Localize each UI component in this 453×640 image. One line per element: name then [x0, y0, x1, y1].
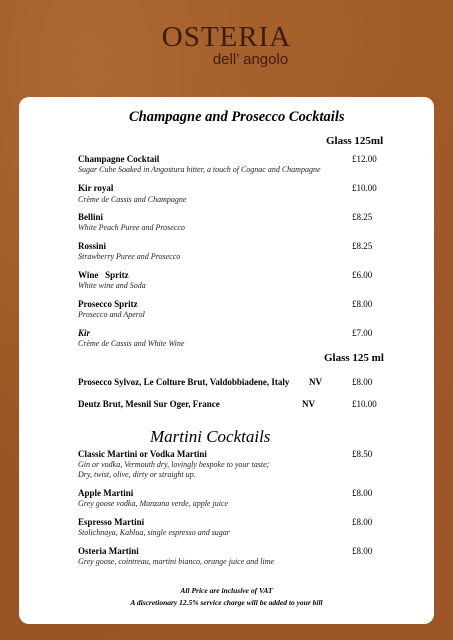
menu-item-price: £8.00 — [352, 546, 373, 556]
menu-item-price: £8.00 — [352, 488, 373, 498]
wine-name: Prosecco Sylvoz, Le Colture Brut, Valdobbiadene, Italy — [78, 377, 290, 387]
menu-item-name: Rossini — [78, 241, 107, 251]
menu-item-name: Wine Spritz — [78, 270, 129, 280]
menu-item-name: Champagne Cocktail — [78, 154, 160, 164]
menu-item-name: Prosecco Spritz — [78, 299, 138, 309]
vintage-label: NV — [302, 399, 315, 409]
menu-item-price: £7.00 — [352, 328, 373, 338]
menu-item-name: Classic Martini or Vodka Martini — [78, 449, 207, 459]
menu-item-name: Kir — [78, 328, 91, 338]
menu-item-price: £8.50 — [352, 449, 373, 459]
menu-item-price: £10.00 — [352, 183, 377, 193]
menu-item-price: £6.00 — [352, 270, 373, 280]
menu-item-price: £8.00 — [352, 299, 373, 309]
menu-item-name: Apple Martini — [78, 488, 134, 498]
wine-price: £8.00 — [352, 377, 373, 387]
menu-card — [19, 97, 434, 624]
logo — [0, 22, 453, 68]
menu-item-price: £12.00 — [352, 154, 377, 164]
menu-item-desc: Crème de Cassis and White Wine — [78, 339, 185, 348]
glass-label-125-ml: Glass 125 ml — [324, 352, 384, 364]
menu-item-name: Bellini — [78, 212, 104, 222]
menu-item-name: Espresso Martini — [78, 517, 145, 527]
menu-item-desc: Grey goose, cointreau, martini bianco, orange juice and lime — [78, 557, 275, 566]
menu-item-desc: Stolichnaya, Kahlua, single espresso and sugar — [78, 528, 230, 537]
logo-subtitle: dell’ angolo — [212, 51, 289, 68]
menu-item-desc: White wine and Soda — [78, 281, 146, 290]
wine-price: £10.00 — [352, 399, 377, 409]
menu-item-desc: Strawberry Puree and Prosecco — [78, 252, 181, 261]
wine-name: Deutz Brut, Mesnil Sur Oger, France — [78, 399, 220, 409]
glass-label-125ml: Glass 125ml — [326, 135, 384, 147]
menu-item-desc: Grey goose vodka, Manzana verde, apple juice — [78, 499, 229, 508]
menu-item-desc: Dry, twist, olive, dirty or straight up. — [78, 470, 196, 479]
menu-item-desc: Sugar Cube Soaked in Angostura bitter, a touch of Cognac and Champagne — [78, 165, 321, 174]
menu-item-desc: Crème de Cassis and Champagne — [78, 195, 187, 204]
menu-item-name: Osteria Martini — [78, 546, 139, 556]
footer-vat-note: All Price are inclusive of VAT — [180, 586, 273, 595]
logo-title: OSTERIA — [161, 21, 292, 53]
menu-item-price: £8.25 — [352, 212, 373, 222]
menu-item-desc: Gin or vodka, Vermouth dry, lovingly bespoke to your taste; — [78, 460, 270, 469]
menu-item-name: Kir royal — [78, 183, 114, 193]
menu-item-desc: White Peach Puree and Prosecco — [78, 223, 185, 232]
header — [0, 0, 453, 95]
menu-item-desc: Prosecco and Aperol — [78, 310, 145, 319]
footer-service-note: A discretionary 12.5% service charge will be added to your bill — [130, 598, 323, 607]
vintage-label: NV — [309, 377, 322, 387]
section-title-martini: Martini Cocktails — [150, 427, 271, 446]
section-title-champagne: Champagne and Prosecco Cocktails — [129, 109, 345, 125]
menu-item-price: £8.25 — [352, 241, 373, 251]
menu-item-price: £8.00 — [352, 517, 373, 527]
